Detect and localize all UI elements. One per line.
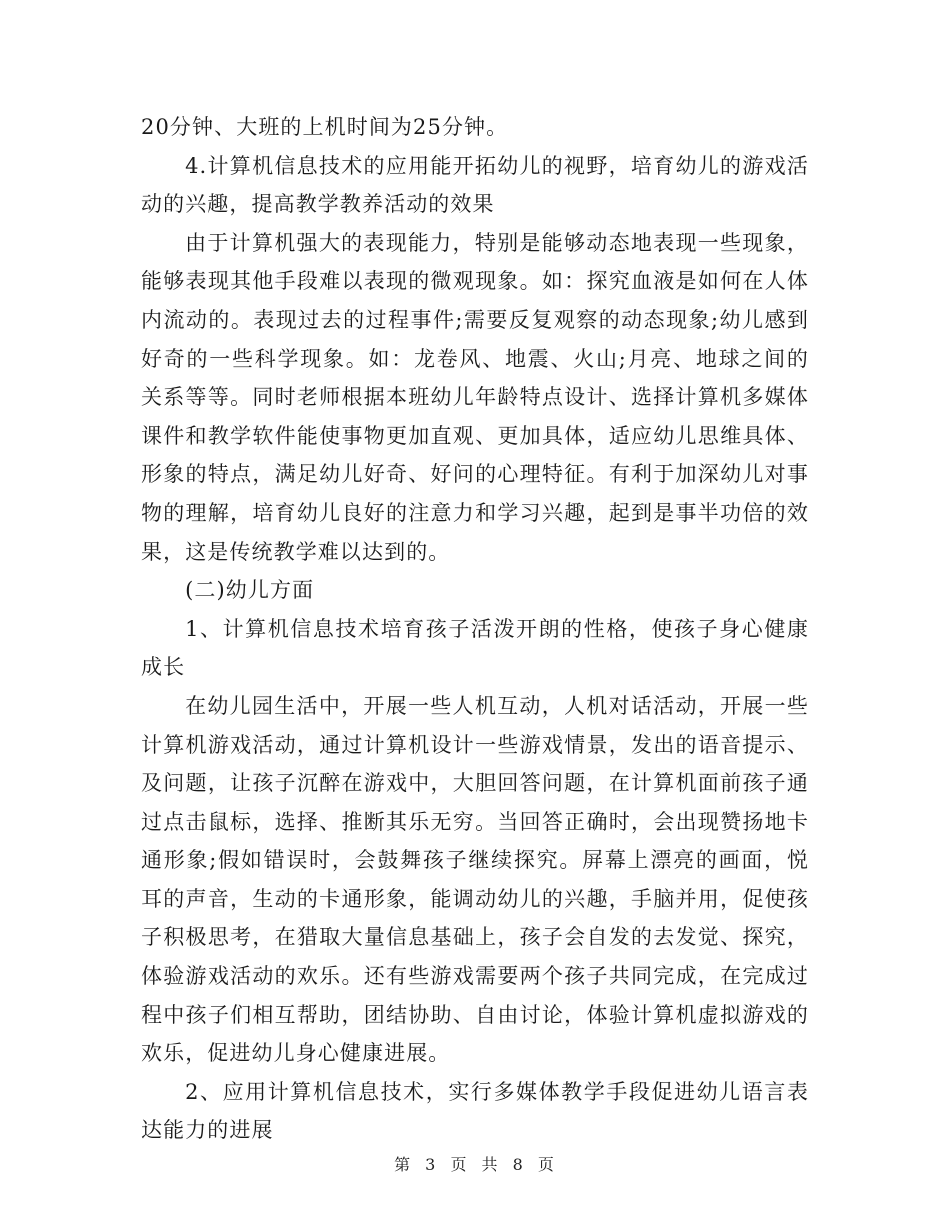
paragraph-heading-4: 4.计算机信息技术的应用能开拓幼儿的视野，培育幼儿的游戏活动的兴趣，提高教学教养活动的效果	[141, 153, 809, 217]
paragraph-body: 由于计算机强大的表现能力，特别是能够动态地表现一些现象，能够表现其他手段难以表现的微观现象。如：探究血液是如何在人体内流动的。表现过去的过程事件;需要反复观察的动态现象;幼儿感到好奇的一些科学现象。如：龙卷风、地震、火山;月亮、地球之间的关系等等。同时老师根据本班幼儿年龄特点设计、选择计算机多媒体课件和教学软件能使事物更加直观、更加具体，适应幼儿思维具体、形象的特点，满足幼儿好奇、好问的心理特征。有利于加深幼儿对事物的理解，培育幼儿良好的注意力和学习兴趣，起到是事半功倍的效果，这是传统教学难以达到的。	[141, 230, 809, 564]
page-number-footer: 第 3 页 共 8 页	[394, 1155, 556, 1174]
paragraph-body: 在幼儿园生活中，开展一些人机互动，人机对话活动，开展一些计算机游戏活动，通过计算机设计一些游戏情景，发出的语音提示、及问题，让孩子沉醉在游戏中，大胆回答问题，在计算机面前孩子通过点击鼠标，选择、推断其乐无穷。当回答正确时，会出现赞扬地卡通形象;假如错误时，会鼓舞孩子继续探究。屏幕上漂亮的画面，悦耳的声音，生动的卡通形象，能调动幼儿的兴趣，手脑并用，促使孩子积极思考，在猎取大量信息基础上，孩子会自发的去发觉、探究，体验游戏活动的欢乐。还有些游戏需要两个孩子共同完成，在完成过程中孩子们相互帮助，团结协助、自由讨论，体验计算机虚拟游戏的欢乐，促进幼儿身心健康进展。	[141, 693, 809, 1066]
paragraph-continuation: 20分钟、大班的上机时间为25分钟。	[141, 115, 509, 139]
paragraph-heading-2: 2、应用计算机信息技术，实行多媒体教学手段促进幼儿语言表达能力的进展	[141, 1079, 809, 1143]
document-body	[141, 108, 809, 1150]
section-heading-children: (二)幼儿方面	[185, 578, 315, 603]
paragraph-heading-1: 1、计算机信息技术培育孩子活泼开朗的性格，使孩子身心健康成长	[141, 616, 809, 680]
